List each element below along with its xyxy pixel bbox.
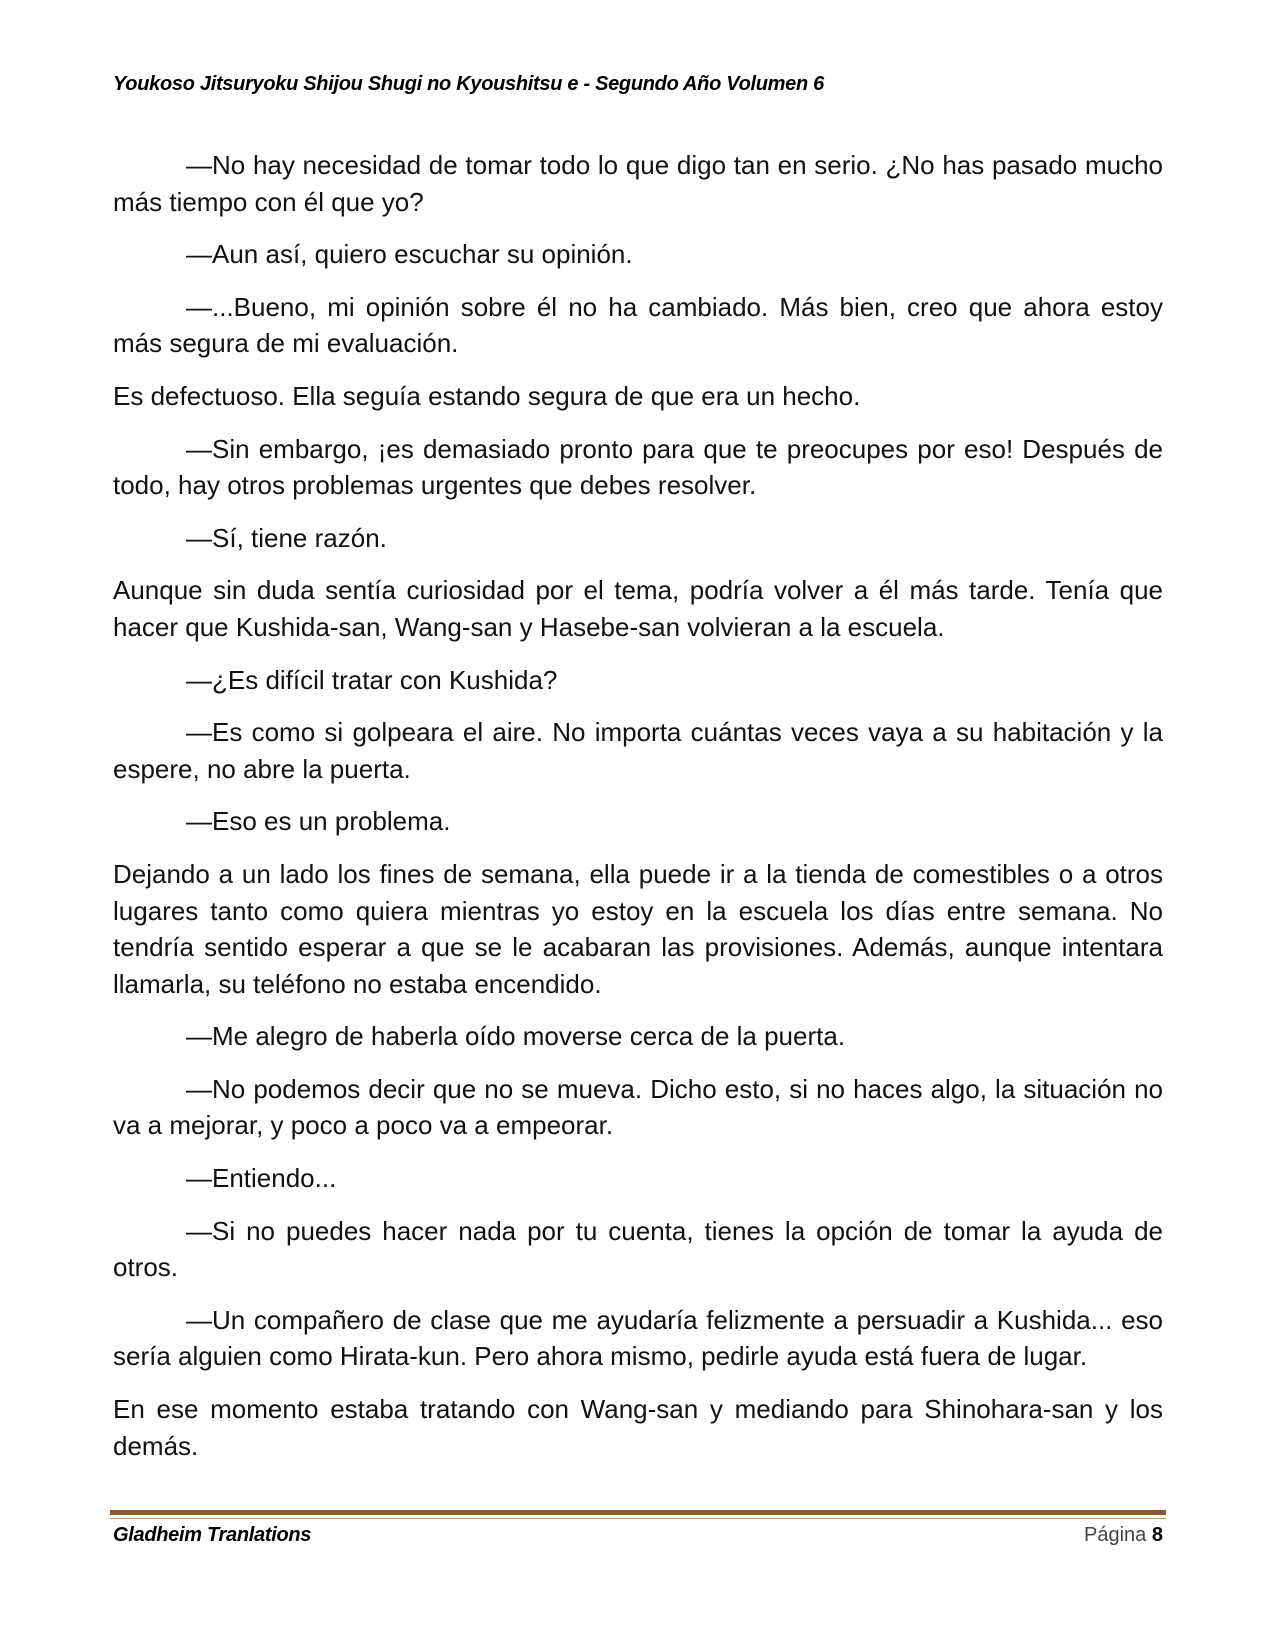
paragraph: —Me alegro de haberla oído moverse cerca de la puerta.	[186, 1021, 846, 1052]
paragraph: —Sin embargo, ¡es demasiado pronto para que te preocupes por eso! Después de todo, hay otros problemas urgentes que debes resolver.	[113, 433, 1163, 501]
page-header-title: Youkoso Jitsuryoku Shijou Shugi no Kyoushitsu e - Segundo Año Volumen 6	[113, 73, 824, 95]
paragraph: —No hay necesidad de tomar todo lo que digo tan en serio. ¿No has pasado mucho más tiempo con él que yo?	[113, 150, 1163, 217]
paragraph: Dejando a un lado los fines de semana, ella puede ir a la tienda de comestibles o a otros lugares tanto como quiera mientras yo estoy en la escuela los días entre semana. No tendría sentido esperar a que se le acabaran las provisiones. Además, aunque intentara llamarla, su teléfono no estaba encendido.	[113, 858, 1163, 999]
paragraph: —¿Es difícil tratar con Kushida?	[186, 664, 558, 695]
footer-divider-thin	[110, 1518, 1166, 1519]
paragraph: —No podemos decir que no se mueva. Dicho esto, si no haces algo, la situación no va a mejorar, y poco a poco va a empeorar.	[113, 1073, 1163, 1141]
paragraph: Aunque sin duda sentía curiosidad por el tema, podría volver a él más tarde. Tenía que hacer que Kushida-san, Wang-san y Hasebe-san volvieran a la escuela.	[113, 575, 1163, 642]
paragraph: En ese momento estaba tratando con Wang-san y mediando para Shinohara-san y los demás.	[113, 1394, 1163, 1461]
footer-credit: Gladheim Tranlations	[113, 1524, 312, 1546]
paragraph: —Eso es un problema.	[186, 806, 451, 837]
paragraph: —Es como si golpeara el aire. No importa cuántas veces vaya a su habitación y la espere, no abre la puerta.	[113, 717, 1163, 784]
paragraph: —Entiendo...	[186, 1163, 337, 1194]
page-label: Página	[1084, 1524, 1147, 1546]
paragraph: Es defectuoso. Ella seguía estando segura de que era un hecho.	[113, 380, 861, 411]
paragraph: —Un compañero de clase que me ayudaría felizmente a persuadir a Kushida... eso sería alguien como Hirata-kun. Pero ahora mismo, pedirle ayuda está fuera de lugar.	[113, 1304, 1163, 1372]
page-number-value: 8	[1151, 1524, 1163, 1546]
body-text	[113, 147, 1163, 1480]
paragraph: —Aun así, quiero escuchar su opinión.	[186, 239, 633, 270]
page-number	[1084, 1524, 1163, 1547]
footer-divider	[110, 1510, 1166, 1515]
paragraph: —Sí, tiene razón.	[186, 522, 387, 553]
paragraph: —Si no puedes hacer nada por tu cuenta, tienes la opción de tomar la ayuda de otros.	[113, 1215, 1163, 1283]
paragraph: —...Bueno, mi opinión sobre él no ha cambiado. Más bien, creo que ahora estoy más segura de mi evaluación.	[113, 291, 1163, 359]
